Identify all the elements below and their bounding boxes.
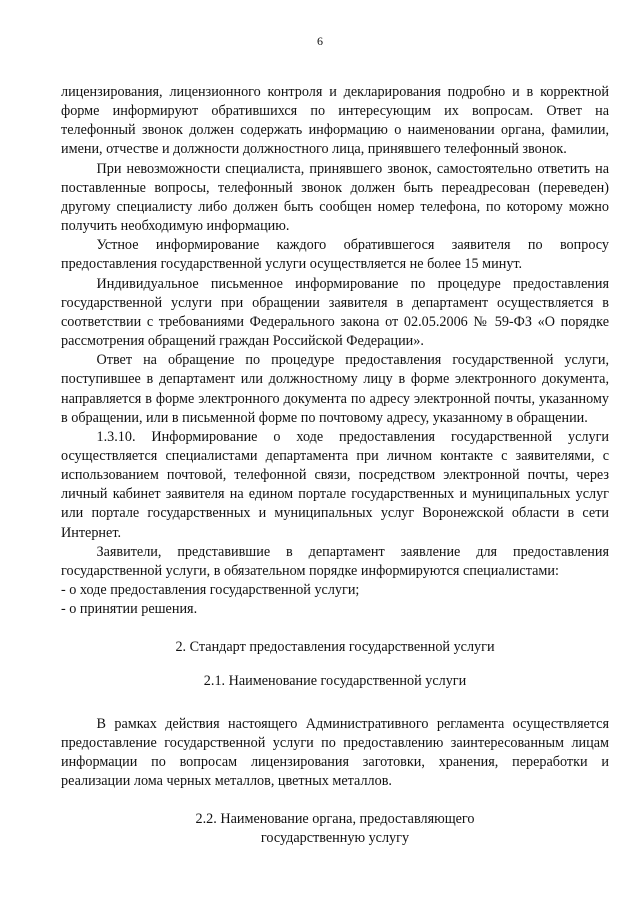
section-heading: 2. Стандарт предоставления государственной услуги <box>175 639 495 656</box>
list-item: - о ходе предоставления государственной услуги; <box>61 582 360 599</box>
subsection-2-heading-line-1: 2.2. Наименование органа, предоставляющего <box>195 811 475 828</box>
document-body <box>61 83 609 849</box>
paragraph-4: Индивидуальное письменное информирование по процедуре предоставления государственной услуги при обращении заявителя в департамент осуществляется в соответствии с требованиями Федерального закона от 02.05.2006 № 59-ФЗ «О порядке рассмотрения обращений граждан Российской Федерации». <box>61 275 609 350</box>
subsection-1-heading: 2.1. Наименование государственной услуги <box>203 672 467 689</box>
list-item: - о принятии решения. <box>61 601 198 618</box>
paragraph-6: 1.3.10. Информирование о ходе предоставления государственной услуги осуществляется специалистами департамента при личном контакте с заявителями, с использованием почтовой, телефонной связи, посредством электронной почты, через личный кабинет заявителя на едином портале государственных и муниципальных услуг или портале государственных и муниципальных услуг Воронежской области в сети Интернет. <box>61 428 609 541</box>
subsection-2-heading-line-2: государственную услугу <box>260 830 410 847</box>
paragraph-7: Заявители, представившие в департамент заявление для предоставления государственной услуги, в обязательном порядке информируются специалистами: <box>61 543 609 579</box>
paragraph-3: Устное информирование каждого обратившегося заявителя по вопросу предоставления государственной услуги осуществляется не более 15 минут. <box>61 237 609 273</box>
paragraph-5: Ответ на обращение по процедуре предоставления государственной услуги, поступившее в департамент или должностному лицу в форме электронного документа, направляется в форме электронного документа по адресу электронной почты, указанному в обращении, или в письменной форме по почтовому адресу, указанному в обращении. <box>61 352 609 426</box>
paragraph-1: лицензирования, лицензионного контроля и декларирования подробно и в корректной форме информируют обратившихся по интересующим их вопросам. Ответ на телефонный звонок должен содержать информацию о наименовании органа, фамилии, имени, отчестве и должности должностного лица, принявшего телефонный звонок. <box>61 84 609 158</box>
paragraph-2: При невозможности специалиста, принявшего звонок, самостоятельно ответить на поставленные вопросы, телефонный звонок должен быть переадресован (переведен) другому специалисту либо должен быть сообщен номер телефона, по которому можно получить необходимую информацию. <box>61 160 609 235</box>
page-number: 6 <box>317 34 323 48</box>
subsection-1-text: В рамках действия настоящего Административного регламента осуществляется предоставление государственной услуги по предоставлению заинтересованным лицам информации по вопросам лицензирования заготовки, хранения, переработки и реализации лома черных металлов, цветных металлов. <box>61 715 609 790</box>
